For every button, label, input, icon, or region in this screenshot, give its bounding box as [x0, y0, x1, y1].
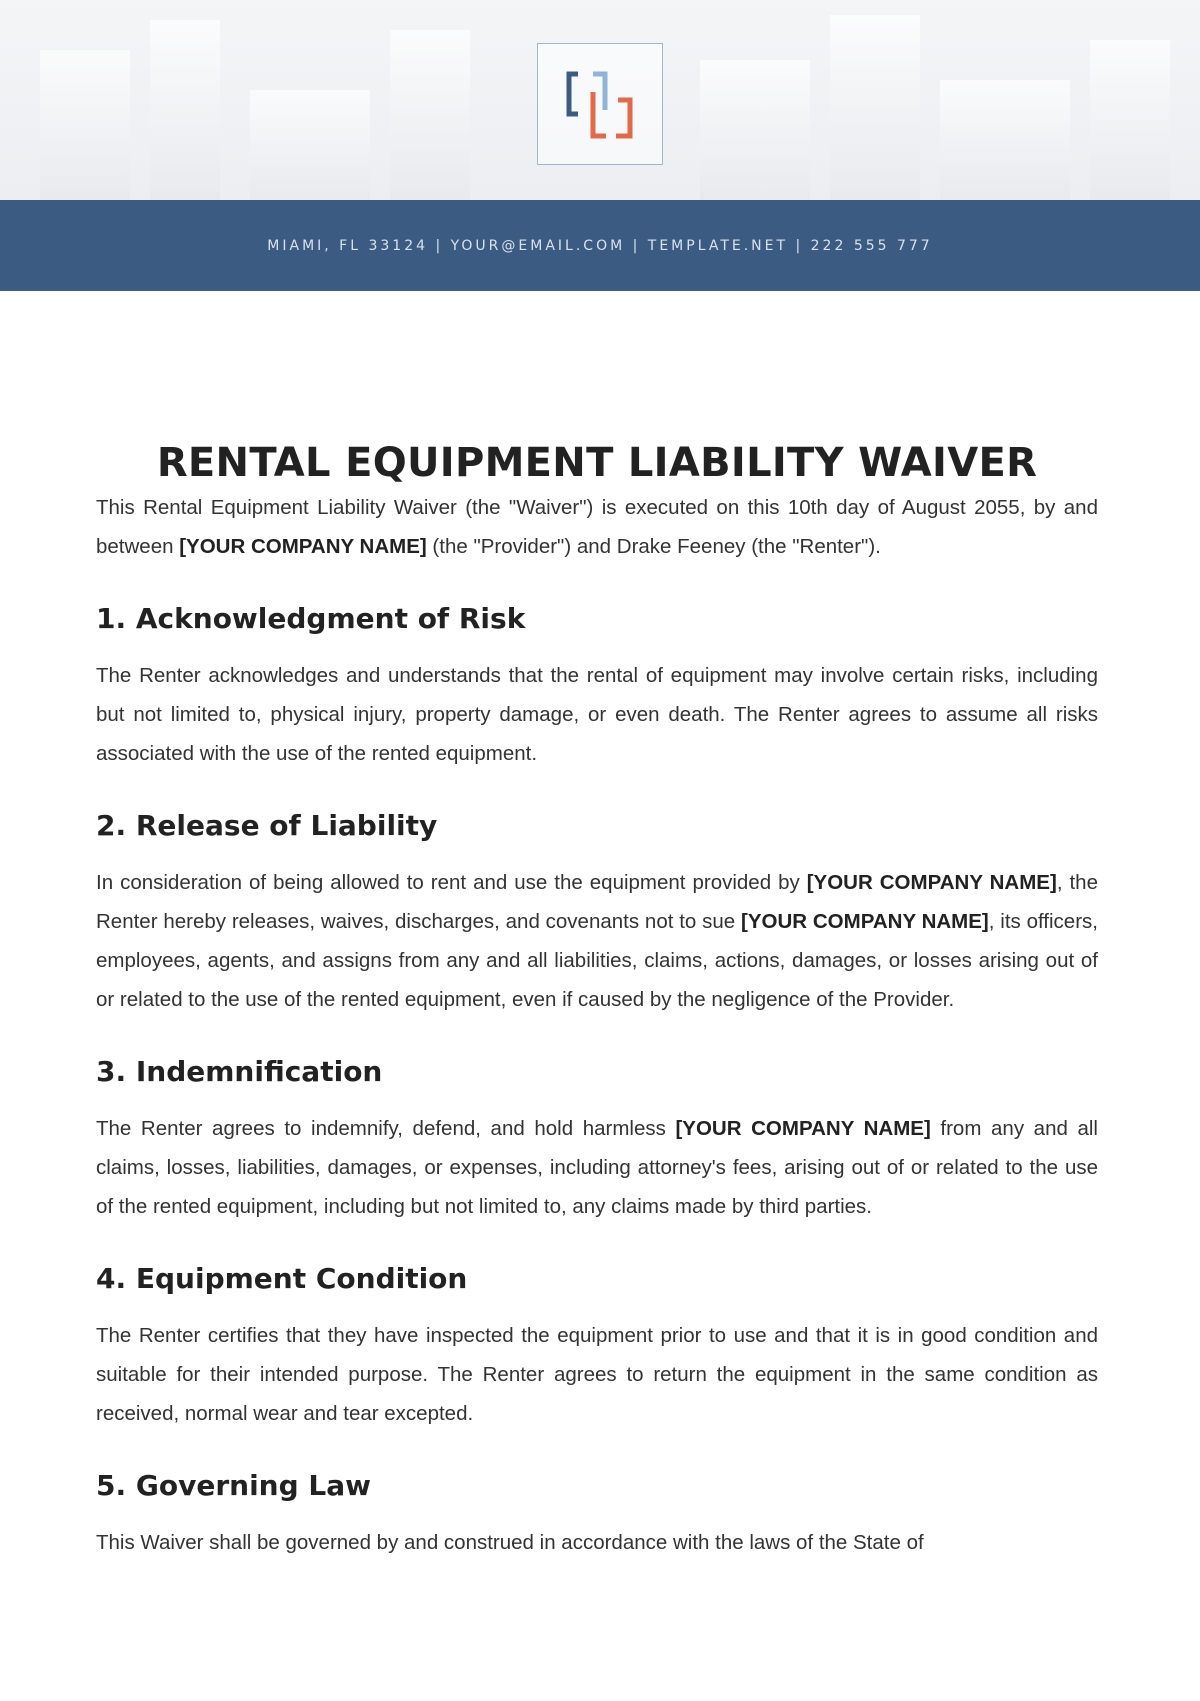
- intro-text: (the "Provider") and Drake Feeney (the "Renter").: [426, 535, 881, 558]
- section-heading-acknowledgment: 1. Acknowledgment of Risk: [96, 602, 526, 635]
- section-heading-governing-law: 5. Governing Law: [96, 1469, 371, 1502]
- section-text-governing-law: This Waiver shall be governed by and construed in accordance with the laws of the State of: [96, 1531, 924, 1554]
- indemnification-text: from any and all claims, losses, liabilities, damages, or expenses, including attorney's fees, arising out of or related to the use of the rented equipment, including but not limited to, any claims made by third parties.: [96, 1117, 1098, 1218]
- company-logo: [537, 43, 663, 165]
- skyline-decoration: [150, 20, 220, 200]
- contact-band: [0, 200, 1200, 291]
- company-name-placeholder: [YOUR COMPANY NAME]: [741, 910, 989, 933]
- company-name-placeholder: [YOUR COMPANY NAME]: [179, 535, 427, 558]
- release-text: In consideration of being allowed to rent and use the equipment provided by: [96, 871, 807, 894]
- indemnification-text: The Renter agrees to indemnify, defend, and hold harmless: [96, 1117, 676, 1140]
- section-text-equipment-condition: The Renter certifies that they have inspected the equipment prior to use and that it is in good condition and suitable for their intended purpose. The Renter agrees to return the equipment in the same condition as received, normal wear and tear excepted.: [96, 1324, 1098, 1425]
- section-text-acknowledgment: The Renter acknowledges and understands that the rental of equipment may involve certain risks, including but not limited to, physical injury, property damage, or even death. The Renter agrees to assume all risks associated with the use of the rented equipment.: [96, 664, 1098, 765]
- skyline-decoration: [390, 30, 470, 200]
- section-heading-indemnification: 3. Indemnification: [96, 1055, 383, 1088]
- release-text: , the Renter hereby releases, waives, discharges, and covenants not to sue: [96, 871, 1098, 933]
- document-body: [96, 440, 1098, 1562]
- intro-text: This Rental Equipment Liability Waiver (the "Waiver") is executed on this 10th day of August 2055, by and between: [96, 496, 1098, 558]
- skyline-decoration: [40, 50, 130, 200]
- skyline-decoration: [250, 90, 370, 200]
- skyline-decoration: [700, 60, 810, 200]
- release-text: , its officers, employees, agents, and assigns from any and all liabilities, claims, actions, damages, or losses arising out of or related to the use of the rented equipment, even if caused by the negligence of the Provider.: [96, 910, 1098, 1011]
- section-text-indemnification: [96, 1109, 1098, 1226]
- intro-paragraph: [96, 488, 1098, 566]
- skyline-decoration: [830, 15, 920, 200]
- section-heading-equipment-condition: 4. Equipment Condition: [96, 1262, 468, 1295]
- contact-info: MIAMI, FL 33124 | YOUR@EMAIL.COM | TEMPLATE.NET | 222 555 777: [267, 237, 933, 254]
- company-name-placeholder: [YOUR COMPANY NAME]: [675, 1117, 931, 1140]
- section-text-release: [96, 863, 1098, 1019]
- section-heading-release: 2. Release of Liability: [96, 809, 438, 842]
- skyline-decoration: [1090, 40, 1170, 200]
- document-title: RENTAL EQUIPMENT LIABILITY WAIVER: [156, 440, 1038, 486]
- bracket-logo-icon: [538, 44, 664, 166]
- company-name-placeholder: [YOUR COMPANY NAME]: [806, 871, 1057, 894]
- skyline-decoration: [940, 80, 1070, 200]
